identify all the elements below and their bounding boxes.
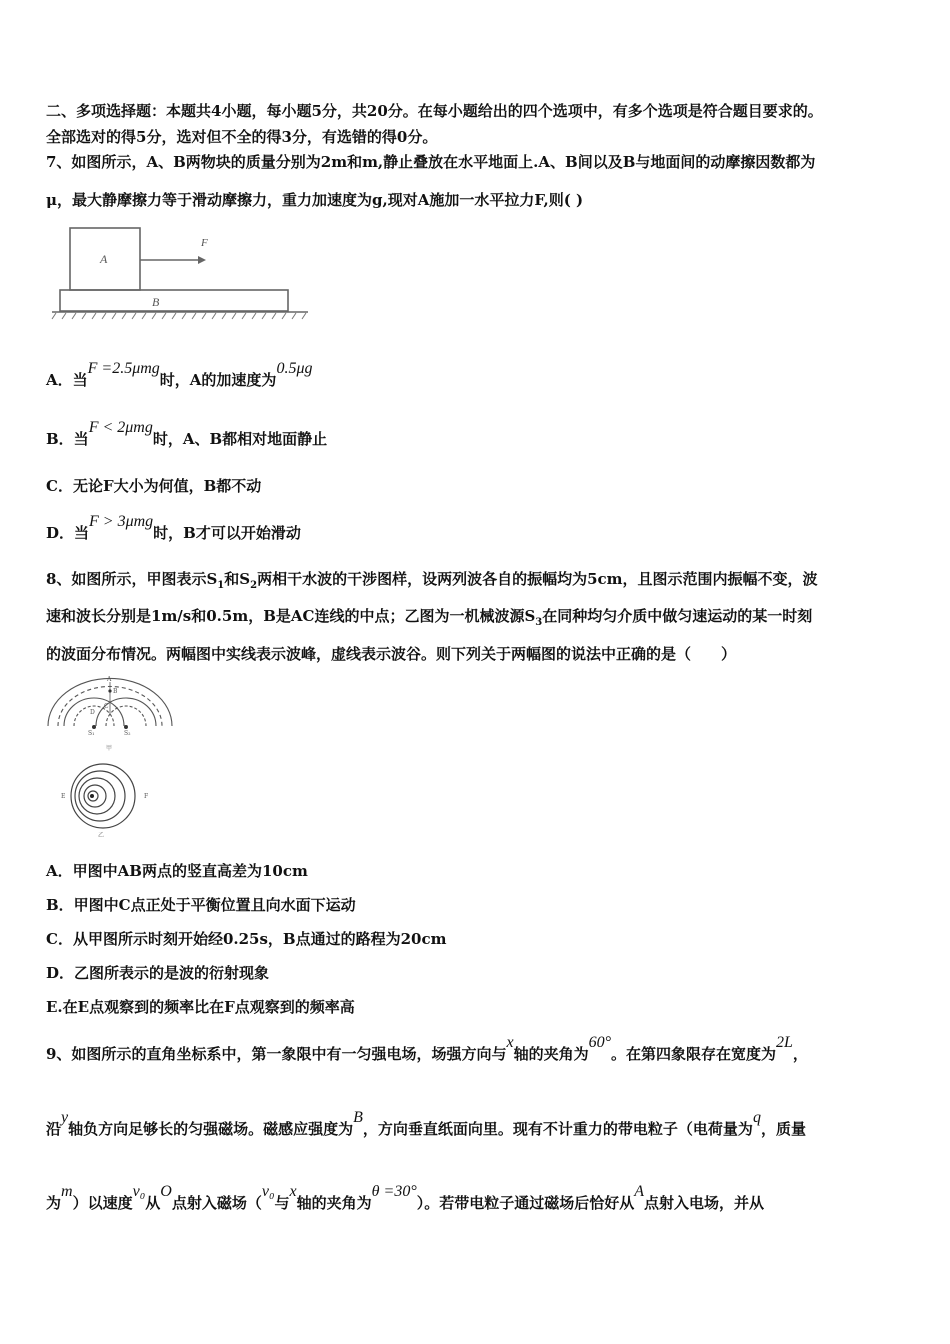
q7-option-d[interactable] (46, 513, 301, 544)
q7-b-formula: F < 2μmg (88, 419, 153, 436)
q8-option-c[interactable]: C．从甲图所示时刻开始经0.25s，B点通过的路程为20cm (46, 930, 447, 948)
q9-l1-x: x (506, 1034, 514, 1051)
q7-b-suffix: 时，A、B都相对地面静止 (152, 430, 328, 448)
q9-l3-h: 点射入电场，并从 (644, 1194, 765, 1212)
q9-l3-g: ）。若带电粒子通过磁场后恰好从 (416, 1194, 635, 1212)
section-heading: 二、多项选择题：本题共4小题，每小题5分，共20分。在每小题给出的四个选项中，有多个选项是符合题目要求的。 (46, 102, 823, 120)
q9-l3-e: 与 (274, 1194, 290, 1212)
q9-l2-B: B (353, 1109, 363, 1126)
block-a-label: A (100, 252, 108, 266)
q7-b-prefix: B．当 (46, 430, 89, 448)
fig1-label-s1: S₁ (88, 730, 95, 737)
s2-trough-arc (106, 706, 146, 726)
fig1-caption: 甲 (106, 745, 113, 752)
q9-l2-b: 轴负方向足够长的匀强磁场。磁感应强度为 (68, 1120, 354, 1138)
fig1-label-a: A (107, 676, 112, 683)
q9-l3-v0b: v₀ (261, 1183, 275, 1200)
arrow-head-icon (198, 256, 206, 264)
source-s3 (90, 794, 94, 798)
q9-l2-a: 沿 (46, 1120, 62, 1138)
q9-stem-line1 (46, 1034, 808, 1065)
ground-hatching (52, 313, 306, 319)
fig2-label-f: F (144, 793, 149, 800)
q7-d-suffix: 时，B才可以开始滑动 (153, 524, 301, 542)
fig1-label-d: D (90, 709, 95, 716)
q9-l3-c: 从 (145, 1194, 161, 1212)
source-s2 (124, 725, 128, 729)
force-label: F (201, 237, 208, 249)
fig1-label-b: B (113, 688, 118, 695)
q8-option-d[interactable]: D．乙图所表示的是波的衍射现象 (46, 964, 270, 982)
block-b-label: B (152, 295, 160, 309)
q9-l1-b: 轴的夹角为 (513, 1045, 589, 1063)
q9-l3-f: 轴的夹角为 (296, 1194, 372, 1212)
q8-stem-line2 (46, 606, 812, 633)
q7-stem-line2: μ，最大静摩擦力等于滑动摩擦力，重力加速度为g,现对A施加一水平拉力F,则( ) (46, 191, 584, 209)
q9-l1-angle: 60° (588, 1034, 611, 1051)
q8-option-e[interactable]: E.在E点观察到的频率比在F点观察到的频率高 (46, 998, 355, 1016)
q9-l1-a: 9、如图所示的直角坐标系中，第一象限中有一匀强电场，场强方向与 (46, 1045, 507, 1063)
q9-l2-q: q (752, 1109, 761, 1126)
q8-s1-b: 和S (224, 570, 251, 588)
q9-l1-w: 2L (776, 1034, 793, 1051)
q8-s1-c: 两相干水波的干涉图样，设两列波各自的振幅均为5cm，且图示范围内振幅不变，波 (257, 570, 818, 588)
q9-l3-x: x (289, 1183, 297, 1200)
q9-l2-y: y (61, 1109, 69, 1126)
q7-a-mid: 时，A的加速度为 (159, 371, 277, 389)
q7-d-prefix: D．当 (46, 524, 90, 542)
q9-stem-line2 (46, 1109, 806, 1140)
q9-l3-b: ）以速度 (72, 1194, 133, 1212)
q7-option-a[interactable] (46, 360, 313, 391)
q9-l2-d: ，质量 (760, 1120, 806, 1138)
q8-s1-sub1: 1 (217, 580, 225, 591)
fig2-label-e: E (61, 793, 66, 800)
q7-option-c[interactable]: C．无论F大小为何值，B都不动 (46, 477, 262, 495)
q8-stem-line1 (46, 569, 818, 596)
fig1-label-s2: S₂ (124, 730, 131, 737)
q9-l1-c: 。在第四象限存在宽度为 (610, 1045, 776, 1063)
q7-a-formula2: 0.5μg (276, 360, 313, 377)
q9-l3-O: O (160, 1183, 172, 1200)
q8-s2-b: 在同种均匀介质中做匀速运动的某一时刻 (542, 607, 813, 625)
q9-l3-m: m (61, 1183, 73, 1200)
q8-stem-line3: 的波面分布情况。两幅图中实线表示波峰，虚线表示波谷。则下列关于两幅图的说法中正确的是（ ） (46, 645, 737, 663)
q8-s1-sub2: 2 (250, 580, 258, 591)
q9-l1-d: ， (792, 1045, 808, 1063)
point-b (108, 689, 111, 692)
q8-option-a[interactable]: A．甲图中AB两点的竖直高差为10cm (46, 862, 308, 880)
source-s1 (92, 725, 96, 729)
q9-l3-a: 为 (46, 1194, 62, 1212)
fig1-label-c: C (104, 703, 109, 710)
q9-l3-d: 点射入磁场（ (171, 1194, 262, 1212)
q8-option-b[interactable]: B．甲图中C点正处于平衡位置且向水面下运动 (46, 896, 356, 914)
q8-s1-a: 8、如图所示，甲图表示S (46, 570, 218, 588)
q9-l2-c: ，方向垂直纸面向里。现有不计重力的带电粒子（电荷量为 (362, 1120, 753, 1138)
q7-a-formula1: F =2.5μmg (87, 360, 160, 377)
wavefront-4 (84, 785, 106, 807)
q7-stem-line1: 7、如图所示，A、B两物块的质量分别为2m和m,静止叠放在水平地面上.A、B间以及B与地面间的动摩擦因数都为 (46, 153, 816, 171)
q7-option-b[interactable] (46, 419, 328, 450)
section-note: 全部选对的得5分，选对但不全的得3分，有选错的得0分。 (46, 128, 438, 146)
q8-doppler-figure (58, 760, 158, 840)
q7-a-prefix: A．当 (46, 371, 88, 389)
q9-l3-theta: θ =30° (371, 1183, 417, 1200)
q8-s2-sub: 3 (535, 617, 543, 628)
q9-l3-v0: v₀ (132, 1183, 146, 1200)
q7-d-formula: F > 3μmg (89, 513, 154, 530)
q9-stem-line3 (46, 1183, 765, 1214)
q7-figure-blocks (50, 222, 310, 322)
fig2-caption: 乙 (98, 832, 105, 839)
block-b (60, 290, 288, 311)
q9-l3-A: A (634, 1183, 645, 1200)
q8-interference-figure (44, 674, 176, 754)
q8-s2-a: 速和波长分别是1m/s和0.5m，B是AC连线的中点；乙图为一机械波源S (46, 607, 536, 625)
